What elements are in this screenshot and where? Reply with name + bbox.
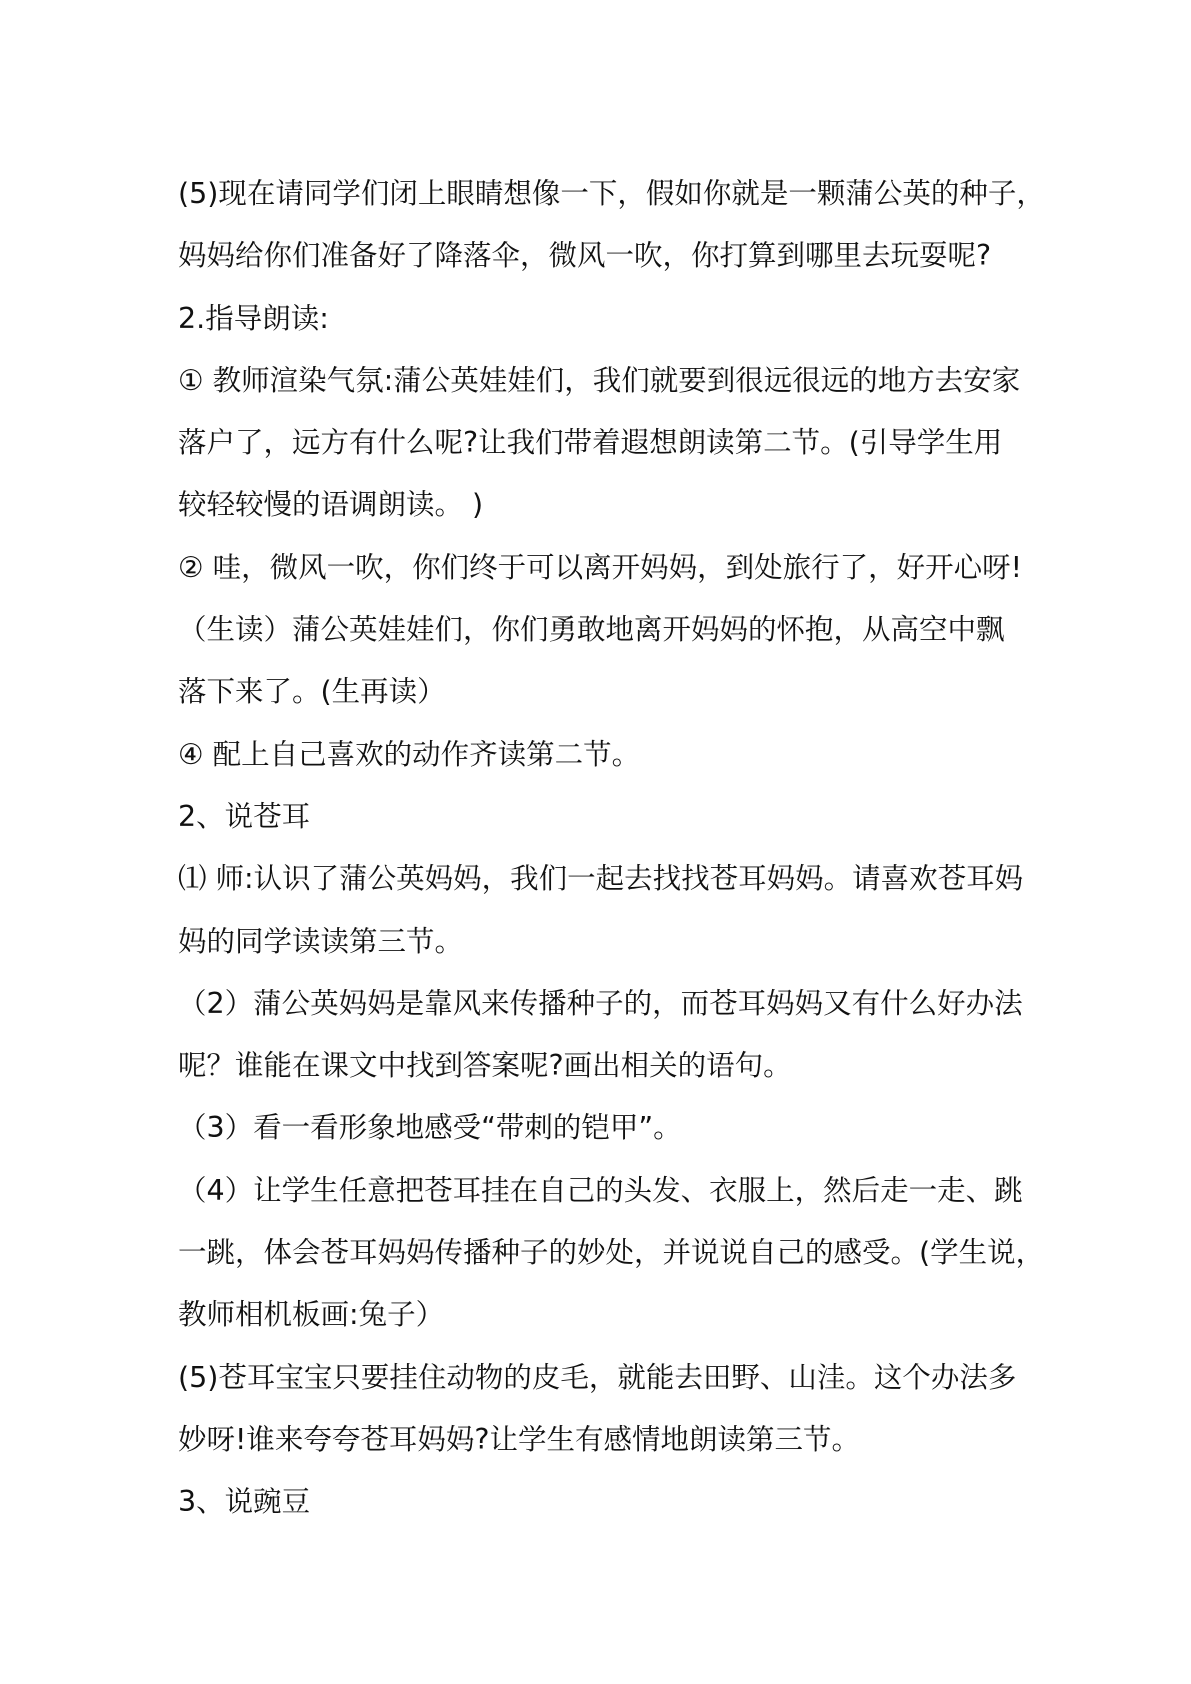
text-line: 落户了，远方有什么呢?让我们带着遐想朗读第二节。(引导学生用 bbox=[178, 426, 1003, 460]
text-line: ① 教师渲染气氛:蒲公英娃娃们，我们就要到很远很远的地方去安家 bbox=[178, 363, 1021, 397]
text-line: （2）蒲公英妈妈是靠风来传播种子的，而苍耳妈妈又有什么好办法 bbox=[178, 986, 1023, 1020]
text-line: 较轻较慢的语调朗读。 ) bbox=[178, 488, 484, 522]
text-line: 教师相机板画:兔子） bbox=[178, 1298, 445, 1332]
text-line: 落下来了。(生再读） bbox=[178, 675, 446, 709]
text-line: (5)现在请同学们闭上眼睛想像一下，假如你就是一颗蒲公英的种子， bbox=[178, 177, 1045, 210]
text-line: ⑴ 师:认识了蒲公英妈妈，我们一起去找找苍耳妈妈。请喜欢苍耳妈 bbox=[178, 862, 1024, 896]
text-line: （3）看一看形象地感受“带刺的铠甲”。 bbox=[178, 1111, 682, 1145]
section-heading: 2、说苍耳 bbox=[178, 799, 311, 833]
text-line: ④ 配上自己喜欢的动作齐读第二节。 bbox=[178, 737, 641, 771]
document-body bbox=[178, 163, 1045, 1534]
text-line: 妈妈给你们准备好了降落伞，微风一吹，你打算到哪里去玩耍呢? bbox=[178, 239, 992, 273]
text-line: （4）让学生任意把苍耳挂在自己的头发、衣服上，然后走一走、跳 bbox=[178, 1173, 1023, 1207]
text-line: （生读）蒲公英娃娃们，你们勇敢地离开妈妈的怀抱，从高空中飘 bbox=[178, 613, 1005, 647]
text-line: 2.指导朗读: bbox=[178, 301, 329, 335]
text-line: 妙呀!谁来夸夸苍耳妈妈?让学生有感情地朗读第三节。 bbox=[178, 1422, 861, 1456]
text-line: 一跳，体会苍耳妈妈传播种子的妙处，并说说自己的感受。(学生说， bbox=[178, 1236, 1045, 1270]
section-heading: 3、说豌豆 bbox=[178, 1485, 311, 1519]
text-line: 呢？谁能在课文中找到答案呢?画出相关的语句。 bbox=[178, 1049, 792, 1083]
text-line: ② 哇，微风一吹，你们终于可以离开妈妈，到处旅行了，好开心呀! bbox=[178, 550, 1023, 584]
text-line: 妈的同学读读第三节。 bbox=[178, 924, 464, 958]
text-line: (5)苍耳宝宝只要挂住动物的皮毛，就能去田野、山洼。这个办法多 bbox=[178, 1360, 1017, 1394]
